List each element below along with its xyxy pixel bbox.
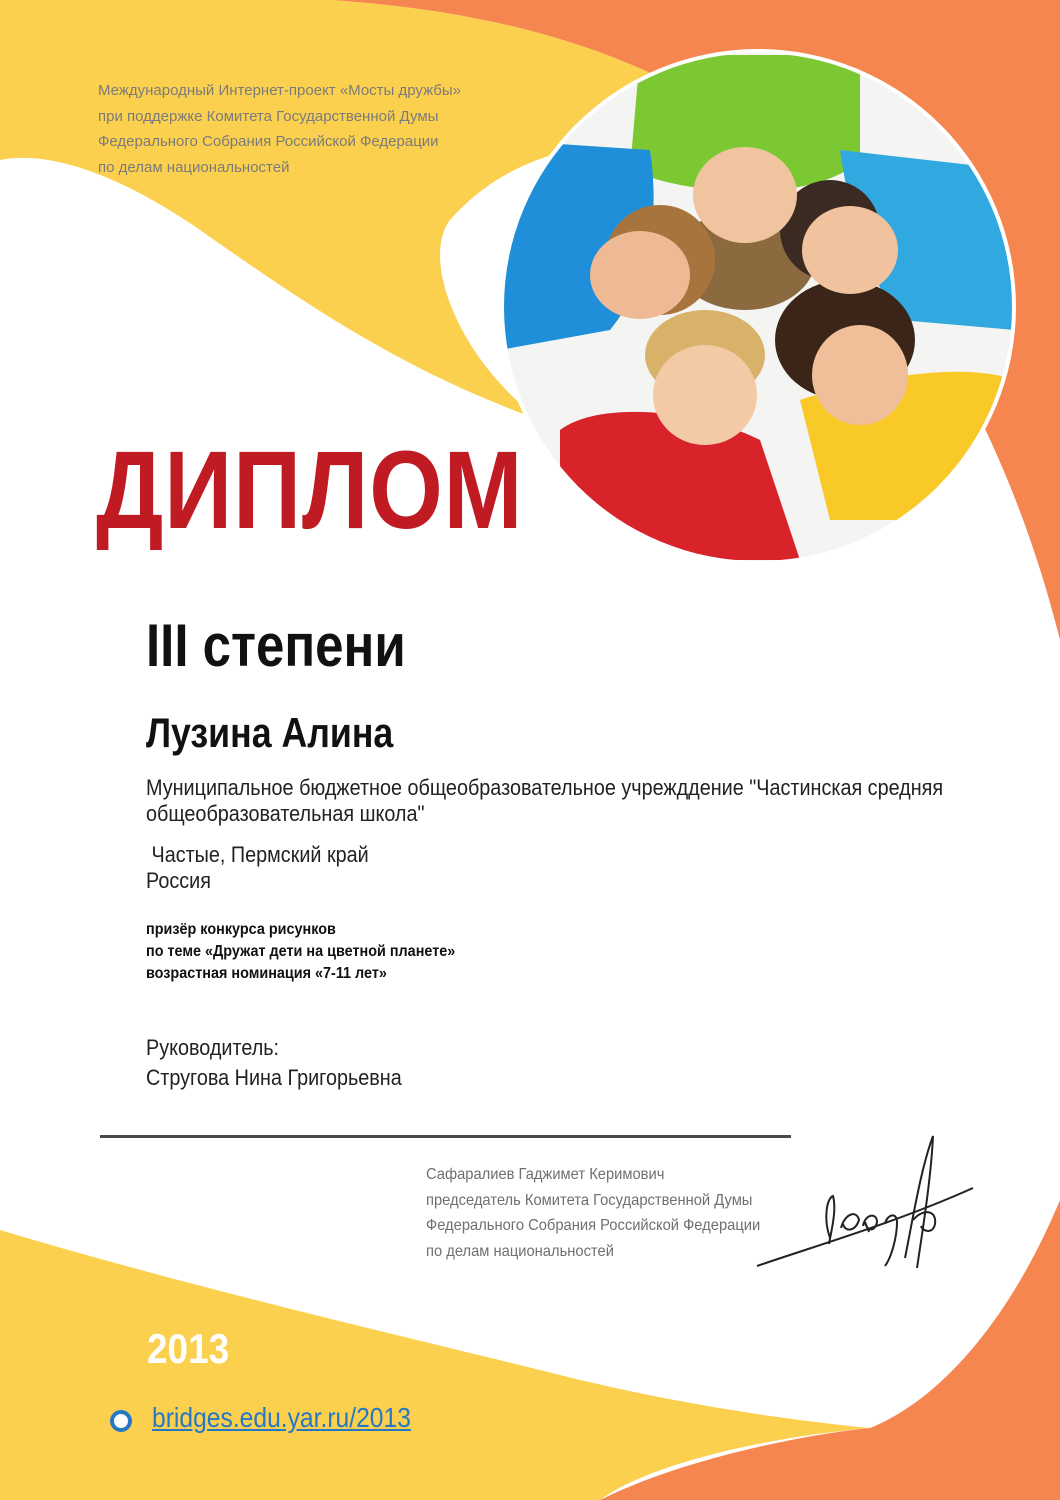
signer-line: председатель Комитета Государственной Думы [426,1191,753,1209]
signer-info [426,1162,760,1264]
recipient-location [146,842,369,894]
supervisor-label: Руководитель: [146,1035,280,1060]
header-line: по делам национальностей [98,158,290,176]
diploma-title: ДИПЛОМ [96,429,524,552]
award-line: призёр конкурса рисунков [146,921,336,938]
website-link[interactable]: bridges.edu.yar.ru/2013 [152,1402,411,1433]
year: 2013 [147,1325,230,1372]
award-description [146,919,455,985]
signer-line: Федерального Собрания Российской Федерации [426,1217,761,1234]
school-name [146,775,956,827]
header-line: Международный Интернет-проект «Мосты дружбы» [98,82,462,99]
award-line: по теме «Дружат дети на цветной планете» [146,943,456,960]
award-line: возрастная номинация «7-11 лет» [146,965,387,982]
school-line: общеобразовательная школа" [146,801,425,826]
header-line: Федерального Собрания Российской Федерации [98,133,439,150]
header-line: при поддержке Комитета Государственной Думы [98,107,439,125]
location-line: Частые, Пермский край [146,842,369,867]
supervisor-name: Стругова Нина Григорьевна [146,1065,402,1090]
handwritten-signature [745,1128,985,1278]
supervisor [146,1033,402,1093]
divider [100,1135,791,1138]
signer-line: Сафаралиев Гаджимет Керимович [426,1166,665,1183]
project-header [98,78,498,180]
location-line: Россия [146,868,211,893]
signer-line: по делам национальностей [426,1242,614,1260]
circle-bullet-icon [110,1410,132,1432]
school-line: Муниципальное бюджетное общеобразовательное учрежддение "Частинская средняя [146,775,944,800]
recipient-name: Лузина Алина [146,709,394,756]
diploma-degree: III степени [146,612,406,679]
